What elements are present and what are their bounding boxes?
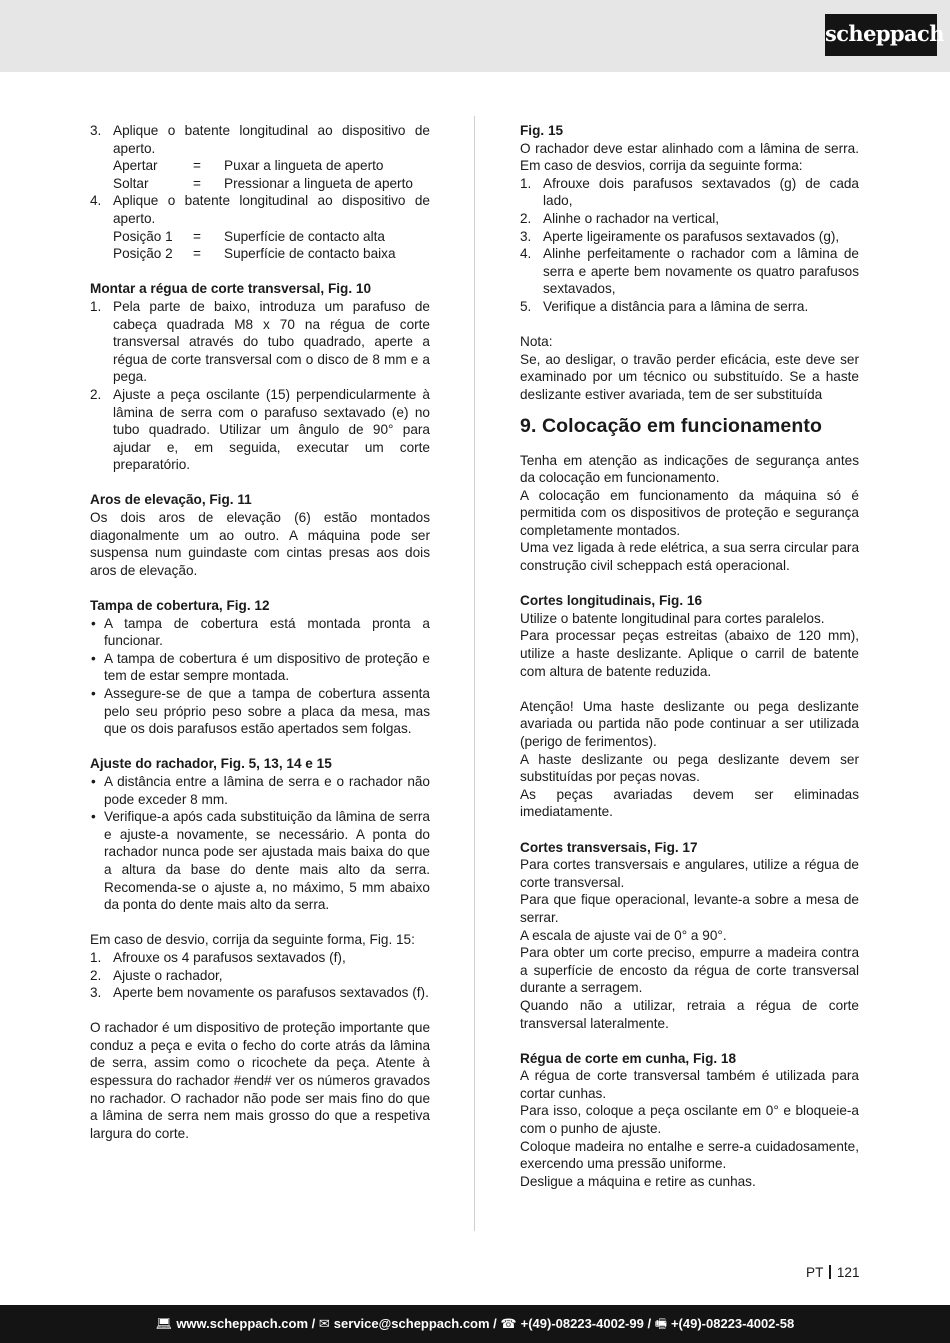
paragraph: Para obter um corte preciso, empurre a madeira contra a superfície de encosto da régua de corte transversal durante a serragem. xyxy=(520,945,859,996)
list-number: 4. xyxy=(520,246,532,262)
paragraph: Utilize o batente longitudinal para cortes paralelos. xyxy=(520,610,825,626)
list-number: 1. xyxy=(90,298,102,314)
list-text: A tampa de cobertura é um dispositivo de proteção e tem de estar sempre montada. xyxy=(104,650,430,684)
page-footer xyxy=(0,1305,950,1343)
footer-fax: +(49)-08223-4002-58 xyxy=(670,1316,795,1331)
list-text: Ajuste a peça oscilante (15) perpendicularmente à lâmina de serra com o parafuso sextavado (e) no tubo quadrado. Utilizar um ângulo de 90° para ajudar e, em seguida, executar um corte preparatório. xyxy=(113,386,430,473)
list-item xyxy=(90,650,430,685)
list-text: Assegure-se de que a tampa de cobertura assenta pelo seu próprio peso sobre a placa da mesa, mas que os dois parafusos estão apertados sem folgas. xyxy=(104,686,430,737)
page-number-value: 121 xyxy=(836,1265,860,1280)
page-number-separator xyxy=(829,1265,831,1279)
list-item xyxy=(90,386,430,474)
kv-key: Posição 1 xyxy=(113,228,173,244)
list-text: A tampa de cobertura está montada pronta a funcionar. xyxy=(104,615,430,649)
left-column xyxy=(90,122,430,1142)
column-divider xyxy=(474,116,475,1231)
list-number: 1. xyxy=(520,175,532,191)
paragraph: A haste deslizante ou pega deslizante devem ser substituídas por peças novas. xyxy=(520,751,859,785)
paragraph: Para que fique operacional, levante-a sobre a mesa de serrar. xyxy=(520,892,859,925)
paragraph: Em caso de desvio, corrija da seguinte forma, Fig. 15: xyxy=(90,932,415,948)
list-text: Aplique o batente longitudinal ao dispositivo de aperto. xyxy=(113,193,430,226)
list-item xyxy=(520,298,859,316)
paragraph: Quando não a utilizar, retraia a régua de corte transversal lateralmente. xyxy=(520,997,859,1031)
list-text: Alinhe perfeitamente o rachador com a lâmina de serra e aperte bem novamente os quatro parafusos sextavados, xyxy=(543,246,859,297)
list-item xyxy=(520,245,859,298)
list-item xyxy=(90,192,430,262)
list-number: 4. xyxy=(90,193,102,209)
kv-equals: = xyxy=(193,175,201,191)
list-number: 3. xyxy=(520,228,532,244)
paragraph: A colocação em funcionamento da máquina só é permitida com os dispositivos de proteção e segurança completamente montados. xyxy=(520,487,859,538)
kv-key: Soltar xyxy=(113,175,149,191)
paragraph: Atenção! Uma haste deslizante ou pega deslizante avariada ou partida não pode continuar a ser utilizada (perigo de ferimentos). xyxy=(520,698,859,749)
section-heading: Cortes transversais, Fig. 17 xyxy=(520,839,698,855)
list-text: Verifique a distância para a lâmina de serra. xyxy=(543,298,809,314)
key-value-row xyxy=(113,175,430,193)
list-text: Alinhe o rachador na vertical, xyxy=(543,210,720,226)
list-item xyxy=(90,685,430,738)
paragraph: Coloque madeira no entalhe e serre-a cuidadosamente, exercendo uma pressão uniforme. xyxy=(520,1138,859,1172)
paragraph: Desligue a máquina e retire as cunhas. xyxy=(520,1173,756,1189)
list-text: Pela parte de baixo, introduza um parafuso de cabeça quadrada M8 x 70 na régua de corte transversal através do tubo quadrado, aperte a régua de corte transversal com o disco de 8 mm e a pega. xyxy=(113,298,430,385)
list-item xyxy=(90,808,430,914)
numbered-list xyxy=(90,298,430,474)
list-item xyxy=(90,773,430,808)
kv-value: Puxar a lingueta de aperto xyxy=(224,158,384,174)
phone-icon: ☎ xyxy=(500,1316,517,1331)
bullet: • xyxy=(91,809,96,825)
section-title: 9. Colocação em funcionamento xyxy=(520,414,822,437)
brand-logo-text: scheppach xyxy=(825,21,944,46)
bullet: • xyxy=(91,773,96,789)
paragraph: A régua de corte transversal também é utilizada para cortar cunhas. xyxy=(520,1068,859,1101)
bullet-list xyxy=(90,773,430,914)
computer-icon: 💻︎ xyxy=(155,1316,173,1331)
paragraph: A escala de ajuste vai de 0° a 90°. xyxy=(520,927,727,943)
list-item xyxy=(520,228,859,246)
footer-website[interactable]: www.scheppach.com / xyxy=(176,1316,316,1331)
page-number xyxy=(806,1265,860,1280)
fax-icon: 🖷︎ xyxy=(654,1316,667,1331)
kv-key: Apertar xyxy=(113,158,158,174)
list-number: 2. xyxy=(520,210,532,226)
list-text: A distância entre a lâmina de serra e o rachador não pode exceder 8 mm. xyxy=(104,773,430,807)
kv-value: Pressionar a lingueta de aperto xyxy=(224,175,413,191)
list-item xyxy=(90,967,430,985)
list-steps-3-4 xyxy=(90,122,430,263)
paragraph: Para isso, coloque a peça oscilante em 0° e bloqueie-a com o punho de ajuste. xyxy=(520,1103,859,1137)
paragraph: Para processar peças estreitas (abaixo de 120 mm), utilize a haste deslizante. Aplique o carril de batente com altura de batente reduzida. xyxy=(520,628,859,679)
section-heading: Montar a régua de corte transversal, Fig. 10 xyxy=(90,281,372,297)
list-item xyxy=(90,984,430,1002)
paragraph: Uma vez ligada à rede elétrica, a sua serra circular para construção civil scheppach está operacional. xyxy=(520,540,859,574)
section-heading: Tampa de cobertura, Fig. 12 xyxy=(90,598,270,614)
footer-phone: +(49)-08223-4002-99 / xyxy=(520,1316,652,1331)
section-heading: Cortes longitudinais, Fig. 16 xyxy=(520,593,703,609)
mail-icon: ✉︎ xyxy=(318,1316,330,1331)
kv-value: Superfície de contacto alta xyxy=(224,228,385,244)
list-item xyxy=(90,122,430,192)
section-heading: Fig. 15 xyxy=(520,123,564,138)
page-language: PT xyxy=(806,1265,824,1280)
list-item xyxy=(520,210,859,228)
list-text: Verifique-a após cada substituição da lâmina de serra e ajuste-a novamente, se necessário. A ponta do rachador nunca pode ser ajustada mais baixa do que a altura da base do dente mais alto da serra. Recomenda-se o ajuste a, no máximo, 5 mm abaixo da ponta do dente mais alto da serra. xyxy=(104,809,430,913)
paragraph: O rachador deve estar alinhado com a lâmina de serra. Em caso de desvios, corrija da seguinte forma: xyxy=(520,140,859,174)
brand-logo xyxy=(825,14,944,56)
list-item xyxy=(520,175,859,210)
list-number: 2. xyxy=(90,967,102,983)
section-heading: Régua de corte em cunha, Fig. 18 xyxy=(520,1050,737,1066)
bullet: • xyxy=(91,615,96,631)
kv-key: Posição 2 xyxy=(113,246,173,262)
paragraph: Para cortes transversais e angulares, utilize a régua de corte transversal. xyxy=(520,857,859,890)
list-text: Afrouxe dois parafusos sextavados (g) de cada lado, xyxy=(543,175,859,209)
list-text: Ajuste o rachador, xyxy=(113,967,223,983)
section-heading: Ajuste do rachador, Fig. 5, 13, 14 e 15 xyxy=(90,756,332,772)
list-number: 1. xyxy=(90,949,102,965)
key-value-row xyxy=(113,157,430,175)
right-column xyxy=(520,122,859,1190)
page-header xyxy=(0,0,950,72)
list-text: Aplique o batente longitudinal ao dispositivo de aperto. xyxy=(113,123,430,156)
list-item xyxy=(90,298,430,386)
kv-value: Superfície de contacto baixa xyxy=(224,246,396,262)
list-number: 2. xyxy=(90,386,102,402)
bullet: • xyxy=(91,686,96,701)
section-heading: Aros de elevação, Fig. 11 xyxy=(90,492,252,508)
numbered-list xyxy=(90,949,430,1002)
key-value-row xyxy=(113,245,430,263)
list-item xyxy=(90,615,430,650)
list-number: 3. xyxy=(90,985,102,1001)
list-text: Aperte bem novamente os parafusos sextavados (f). xyxy=(113,985,429,1001)
key-value-row xyxy=(113,228,430,246)
paragraph: Os dois aros de elevação (6) estão montados diagonalmente um ao outro. A máquina pode ser suspensa num guindaste com cintas presas aos dois aros de elevação. xyxy=(90,510,430,578)
paragraph: Se, ao desligar, o travão perder eficácia, este deve ser examinado por um técnico ou substituído. Se a haste deslizante estiver avariada, tem de ser substituída xyxy=(520,351,859,402)
list-number: 5. xyxy=(520,298,532,314)
note-label: Nota: xyxy=(520,334,553,350)
bullet: • xyxy=(91,650,96,666)
paragraph: Tenha em atenção as indicações de segurança antes da colocação em funcionamento. xyxy=(520,452,859,486)
bullet-list xyxy=(90,615,430,738)
footer-email[interactable]: service@scheppach.com / xyxy=(333,1316,497,1331)
paragraph: O rachador é um dispositivo de proteção importante que conduz a peça e evita o fecho do corte atrás da lâmina de serra, assim como o ricochete da peça. Atente à espessura do rachador #end# ver os números gravados no rachador. O rachador não pode ser mais fino do que a lâmina de serra nem mais grosso do que a respetiva largura do corte. xyxy=(90,1020,430,1141)
list-text: Afrouxe os 4 parafusos sextavados (f), xyxy=(113,949,346,965)
kv-equals: = xyxy=(193,158,201,174)
numbered-list xyxy=(520,175,859,316)
list-text: Aperte ligeiramente os parafusos sextavados (g), xyxy=(543,228,840,244)
list-item xyxy=(90,949,430,967)
kv-equals: = xyxy=(193,228,201,244)
kv-equals: = xyxy=(193,246,201,262)
list-number: 3. xyxy=(90,123,102,138)
paragraph: As peças avariadas devem ser eliminadas imediatamente. xyxy=(520,786,859,820)
